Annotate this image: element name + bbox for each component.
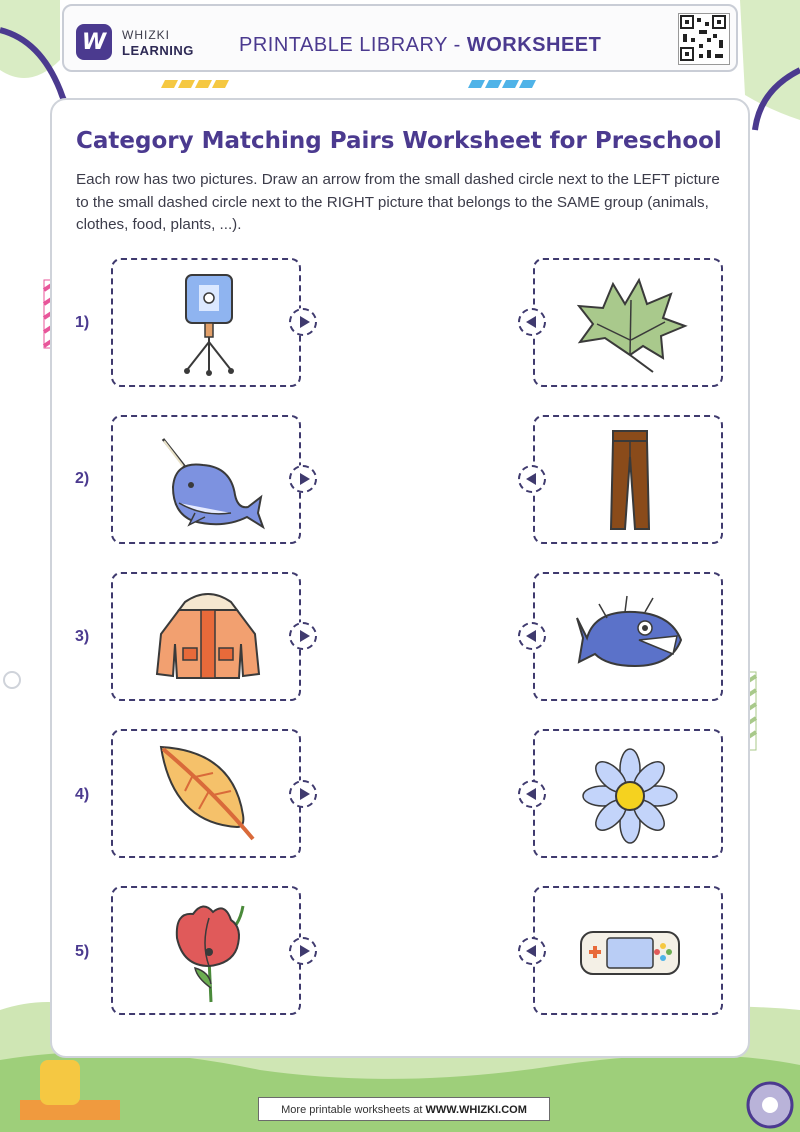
red-tulip-icon <box>113 888 303 1017</box>
site-header <box>62 4 738 72</box>
right-picture-card <box>533 572 723 701</box>
narwhal-icon <box>113 417 303 546</box>
row-number: 1) <box>75 314 90 331</box>
left-connector-dot[interactable] <box>289 465 317 493</box>
orange-leaf-icon <box>113 731 303 860</box>
arrow-left-icon <box>526 945 536 957</box>
right-picture-card <box>533 729 723 858</box>
footer-banner[interactable] <box>258 1097 550 1121</box>
right-picture-card <box>533 258 723 387</box>
right-picture-card <box>533 415 723 544</box>
arrow-left-icon <box>526 473 536 485</box>
arrow-left-icon <box>526 788 536 800</box>
brown-trousers-icon <box>535 417 725 546</box>
right-picture-card <box>533 886 723 1015</box>
brand-subtitle: LEARNING <box>122 43 194 58</box>
arrow-right-icon <box>300 788 310 800</box>
blue-daisy-icon <box>535 731 725 860</box>
arrow-left-icon <box>526 630 536 642</box>
orange-jacket-icon <box>113 574 303 703</box>
right-connector-dot[interactable] <box>518 308 546 336</box>
worksheet-instructions: Each row has two pictures. Draw an arrow from the small dashed circle next to the LEFT picture to the small dashed circle next to the RIGHT picture that belongs to the SAME group (animals, clothes, food, plants, ...). <box>76 171 720 233</box>
row-number: 4) <box>75 786 90 803</box>
right-connector-dot[interactable] <box>518 937 546 965</box>
left-picture-card <box>111 729 301 858</box>
phone-tripod-icon <box>113 260 303 389</box>
left-connector-dot[interactable] <box>289 780 317 808</box>
blue-dashes-decor <box>468 80 536 88</box>
header-title-bold: WORKSHEET <box>466 34 602 56</box>
yellow-dashes-decor <box>161 80 229 88</box>
row-number: 2) <box>75 470 90 487</box>
header-title <box>239 34 601 57</box>
right-connector-dot[interactable] <box>518 465 546 493</box>
right-connector-dot[interactable] <box>518 780 546 808</box>
qr-code-icon[interactable] <box>678 13 730 65</box>
arrow-right-icon <box>300 316 310 328</box>
footer-site-link[interactable]: WWW.WHIZKI.COM <box>425 1104 527 1116</box>
logo-letter: W <box>81 29 107 55</box>
left-picture-card <box>111 415 301 544</box>
left-connector-dot[interactable] <box>289 622 317 650</box>
worksheet-title: Category Matching Pairs Worksheet for Preschool <box>76 128 722 154</box>
row-number: 3) <box>75 628 90 645</box>
arrow-right-icon <box>300 630 310 642</box>
left-picture-card <box>111 572 301 701</box>
left-connector-dot[interactable] <box>289 308 317 336</box>
left-picture-card <box>111 258 301 387</box>
left-picture-card <box>111 886 301 1015</box>
arrow-right-icon <box>300 945 310 957</box>
row-number: 5) <box>75 943 90 960</box>
arrow-left-icon <box>526 316 536 328</box>
green-leaf-icon <box>535 260 725 389</box>
left-connector-dot[interactable] <box>289 937 317 965</box>
anglerfish-icon <box>535 574 725 703</box>
footer-prefix: More printable worksheets at <box>281 1104 426 1116</box>
whizki-logo[interactable] <box>76 24 112 60</box>
brand-name: WHIZKI <box>122 28 170 42</box>
handheld-game-console-icon <box>535 888 725 1017</box>
header-title-prefix: PRINTABLE LIBRARY - <box>239 34 467 56</box>
arrow-right-icon <box>300 473 310 485</box>
right-connector-dot[interactable] <box>518 622 546 650</box>
